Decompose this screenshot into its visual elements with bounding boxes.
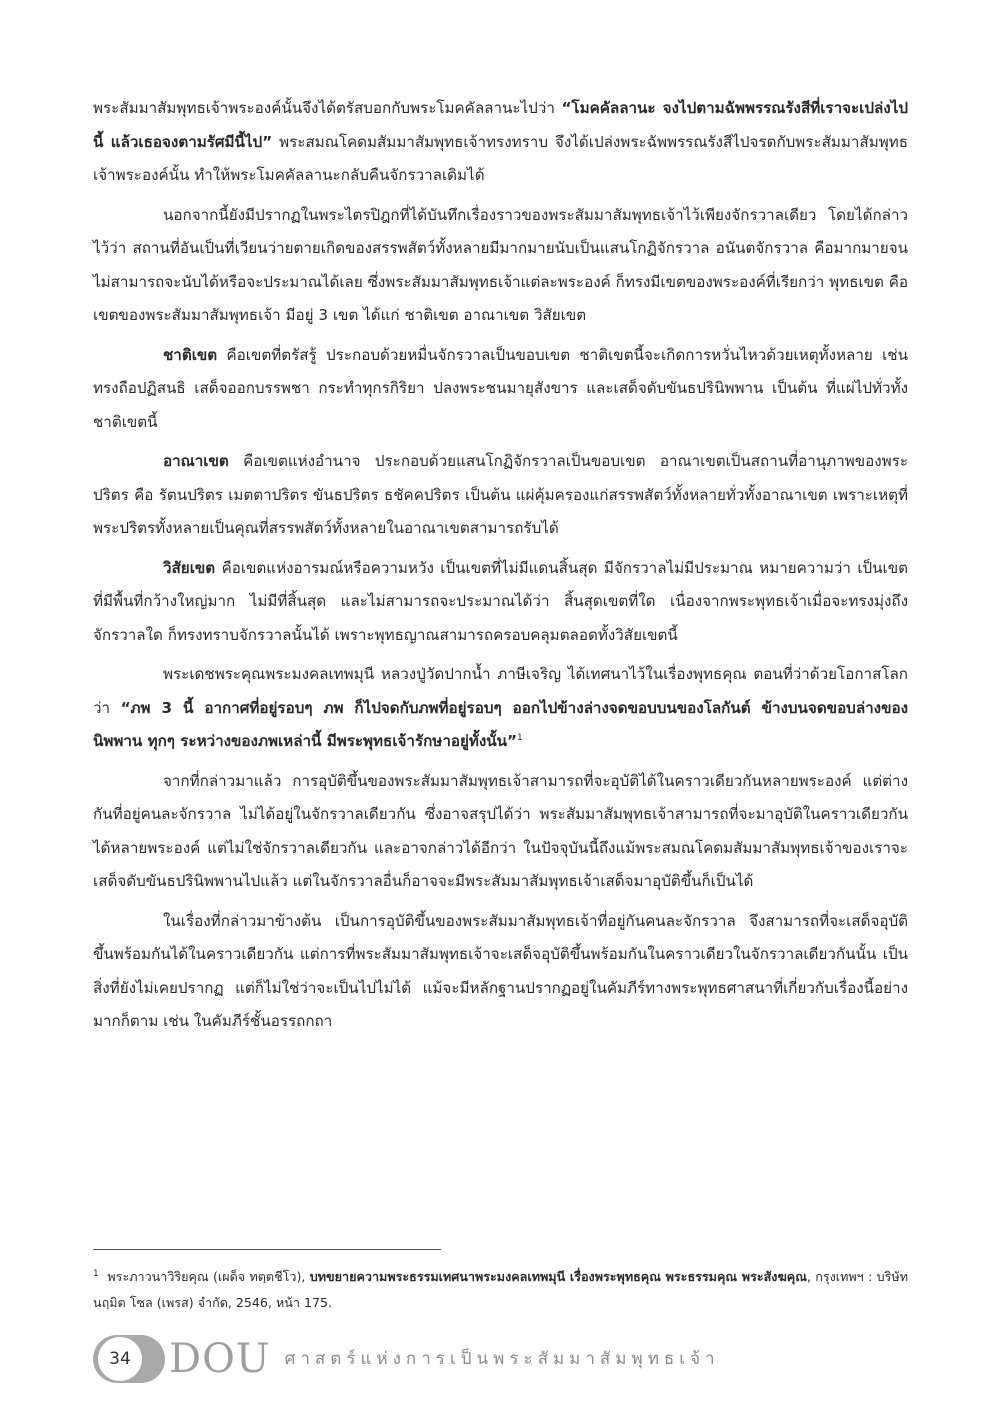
para-wisaikhet — [93, 552, 908, 653]
body-text: พระเดชพระคุณพระมงคลเทพมุนี หลวงปู่วัดปากน้ำ ภาษีเจริญ ได้เทศนาไว้ในเรื่องพุทธคุณ ตอนที่ว่าด้วยโอกาสโลกว่า — [93, 665, 908, 717]
para-chatikhet — [93, 339, 908, 440]
dou-logo: DOU — [169, 1336, 271, 1382]
para-same-universe — [93, 905, 908, 1039]
footnote-ref[interactable]: 1 — [517, 732, 523, 743]
footnote-number: 1 — [93, 1268, 99, 1279]
bold-text: “โมคคัลลานะ จงไปตามฉัพพรรณรังสีที่เราจะเปล่งไปนี้ แล้วเธอจงตามรัศมีนี้ไป” — [93, 99, 909, 151]
footnote — [93, 1264, 908, 1316]
body-text: พระสมณโคดมสัมมาสัมพุทธเจ้าทรงทราบ จึงได้เปล่งพระฉัพพรรณรังสีไปจรดกับพระสัมมาสัมพุทธเจ้าพระองค์นั้น ทำให้พระโมคคัลลานะกลับคืนจักรวาลเดิมได้ — [93, 132, 909, 184]
para-many-buddhas — [93, 765, 908, 899]
page-number-badge — [93, 1335, 165, 1383]
bold-text: วิสัยเขต — [163, 558, 216, 577]
para-mokkallana — [93, 92, 908, 193]
footnote-text-part: พระภาวนาวิริยคุณ (เผด็จ ทตฺตชีโว), — [107, 1269, 310, 1284]
footnote-text-part: , กรุงเทพฯ : บริษัท นฤมิต โซล (เพรส) จำกัด, 2546, หน้า 175. — [93, 1269, 908, 1310]
para-three-khetta — [93, 199, 908, 333]
bold-text: ชาติเขต — [163, 345, 218, 364]
page-body — [93, 92, 908, 1045]
body-text: จากที่กล่าวมาแล้ว การอุบัติขึ้นของพระสัมมาสัมพุทธเจ้าสามารถที่จะอุบัติได้ในคราวเดียวกันหลายพระองค์ แต่ต่างกันที่อยู่คนละจักรวาล ไม่ได้อยู่ในจักรวาลเดียวกัน ซึ่งอาจสรุปได้ว่า พระสัมมาสัมพุทธเจ้าสามารถที่จะมาอุบัติในคราวเดียวกันได้หลายพระองค์ แต่ไม่ใช่จักรวาลเดียวกัน และอาจกล่าวได้อีกว่า ในปัจจุบันนี้ถึงแม้พระสมณโคดมสัมมาสัมพุทธเจ้าของเราจะเสด็จดับขันธปรินิพพานไปแล้ว แต่ในจักรวาลอื่นก็อาจจะมีพระสัมมาสัมพุทธเจ้าเสด็จมาอุบัติขึ้นก็เป็นได้ — [93, 771, 908, 890]
para-anakhet — [93, 445, 908, 546]
body-text: พระสัมมาสัมพุทธเจ้าพระองค์นั้นจึงได้ตรัสบอกกับพระโมคคัลลานะไปว่า — [93, 99, 562, 117]
body-text: ในเรื่องที่กล่าวมาข้างต้น เป็นการอุบัติขึ้นของพระสัมมาสัมพุทธเจ้าที่อยู่กันคนละจักรวาล จึงสามารถที่จะเสด็จอุบัติขึ้นพร้อมกันได้ในคราวเดียวกัน แต่การที่พระสัมมาสัมพุทธเจ้าจะเสด็จอุบัติขึ้นพร้อมกันในคราวเดียวในจักรวาลเดียวกันนั้น เป็นสิ่งที่ยังไม่เคยปรากฏ แต่ก็ไม่ใช่ว่าจะเป็นไปไม่ได้ แม้จะมีหลักฐานปรากฏอยู่ในคัมภีร์ทางพระพุทธศาสนาที่เกี่ยวกับเรื่องนี้อย่างมากก็ตาม เช่น ในคัมภีร์ชั้นอรรถกถา — [93, 911, 908, 1030]
body-text: คือเขตที่ตรัสรู้ ประกอบด้วยหมื่นจักรวาลเป็นขอบเขต ชาติเขตนี้จะเกิดการหวั่นไหวด้วยเหตุทั้งหลาย เช่น ทรงถือปฏิสนธิ เสด็จออกบรรพชา กระทำทุกรกิริยา ปลงพระชนมายุสังขาร และเสด็จดับขันธปรินิพพาน เป็นต้น ที่แผ่ไปทั่วทั้งชาติเขตนี้ — [93, 345, 908, 431]
footnote-text — [93, 1269, 908, 1310]
body-text: นอกจากนี้ยังมีปรากฏในพระไตรปิฎกที่ได้บันทึกเรื่องราวของพระสัมมาสัมพุทธเจ้าไว้เพียงจักรวาลเดียว โดยได้กล่าวไว้ว่า สถานที่อันเป็นที่เวียนว่ายตายเกิดของสรรพสัตว์ทั้งหลายมีมากมายนับเป็นแสนโกฏิจักรวาล อนันตจักรวาล คือมากมายจนไม่สามารถจะนับได้หรือจะประมาณได้เลย ซึ่งพระสัมมาสัมพุทธเจ้าแต่ละพระองค์ ก็ทรงมีเขตของพระองค์ที่เรียกว่า พุทธเขต คือเขตของพระสัมมาสัมพุทธเจ้า มีอยู่ 3 เขต ได้แก่ ชาติเขต อาณาเขต วิสัยเขต — [93, 205, 908, 324]
page-number: 34 — [98, 1337, 142, 1381]
footnote-bold-text: บทขยายความพระธรรมเทศนาพระมงคลเทพมุนี เรื่องพระพุทธคุณ พระธรรมคุณ พระสังฆคุณ — [309, 1269, 807, 1284]
body-text: คือเขตแห่งอำนาจ ประกอบด้วยแสนโกฏิจักรวาลเป็นขอบเขต อาณาเขตเป็นสถานที่อานุภาพของพระปริตร คือ รัตนปริตร เมตตาปริตร ขันธปริตร ธชัคคปริตร เป็นต้น แผ่คุ้มครองแก่สรรพสัตว์ทั้งหลายทั่วทั้งอาณาเขต เพราะเหตุที่พระปริตรทั้งหลายเป็นคุณที่สรรพสัตว์ทั้งหลายในอาณาเขตสามารถรับได้ — [93, 452, 908, 537]
body-text: คือเขตแห่งอารมณ์หรือความหวัง เป็นเขตที่ไม่มีแดนสิ้นสุด มีจักรวาลไม่มีประมาณ หมายความว่า เป็นเขตที่มีพื้นที่กว้างใหญ่มาก ไม่มีที่สิ้นสุด และไม่สามารถจะประมาณได้ว่า สิ้นสุดเขตที่ใด เนื่องจากพระพุทธเจ้าเมื่อจะทรงมุ่งถึงจักรวาลใด ก็ทรงทราบจักรวาลนั้นได้ เพราะพุทธญาณสามารถครอบคลุมตลอดทั้งวิสัยเขตนี้ — [93, 558, 908, 644]
page-footer — [93, 1334, 720, 1384]
bold-text: “ภพ 3 นี้ อากาศที่อยู่รอบๆ ภพ ก็ไปจดกับภพที่อยู่รอบๆ ออกไปข้างล่างจดขอบบนของโลกันต์ ข้างบนจดขอบล่างของนิพพาน ทุกๆ ระหว่างของภพเหล่านี้ มีพระพุทธเจ้ารักษาอยู่ทั้งนั้น” — [93, 698, 908, 750]
footnote-divider — [93, 1249, 441, 1250]
bold-text: อาณาเขต — [163, 452, 229, 470]
para-luang-pu-quote — [93, 658, 908, 759]
book-title: ศาสตร์แห่งการเป็นพระสัมมาสัมพุทธเจ้า — [284, 1349, 720, 1369]
